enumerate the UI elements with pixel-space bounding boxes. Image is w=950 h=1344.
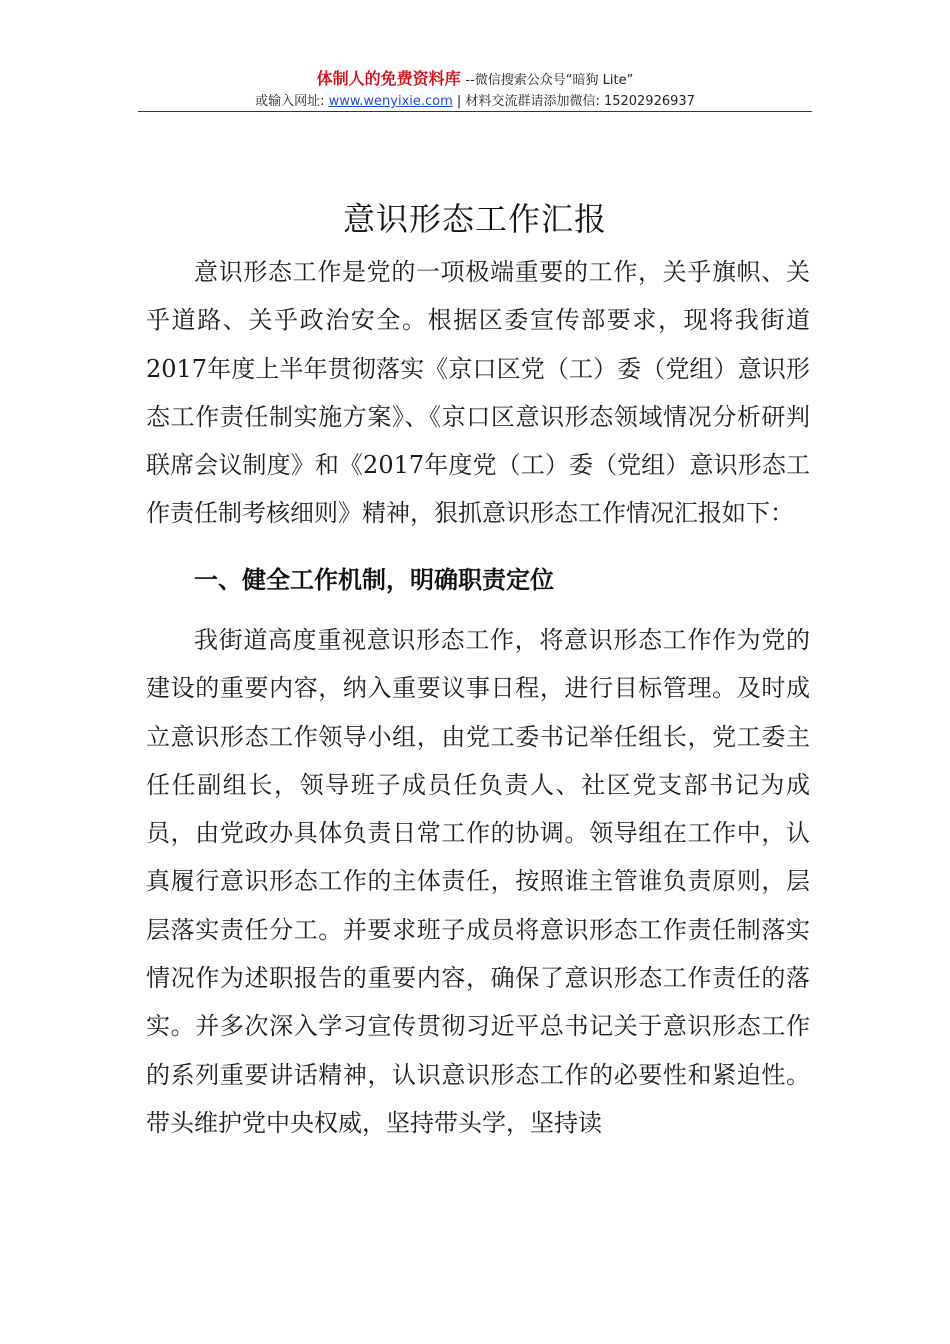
header-divider — [138, 111, 812, 112]
website-link[interactable]: www.wenyixie.com — [328, 94, 453, 109]
section-body-paragraph: 我街道高度重视意识形态工作，将意识形态工作作为党的建设的重要内容，纳入重要议事日程，进行目标管理。及时成立意识形态工作领导小组，由党工委书记举任组长，党工委主任任副组长，领导班子成员任负责人、社区党支部书记为成员，由党政办具体负责日常工作的协调。领导组在工作中，认真履行意识形态工作的主体责任，按照谁主管谁负责原则，层层落实责任分工。并要求班子成员将意识形态工作责任制落实情况作为述职报告的重要内容，确保了意识形态工作责任的落实。并多次深入学习宣传贯彻习近平总书记关于意识形态工作的系列重要讲话精神，认识意识形态工作的必要性和紧迫性。带头维护党中央权威，坚持带头学，坚持读 — [146, 626, 810, 1137]
intro-paragraph: 意识形态工作是党的一项极端重要的工作，关乎旗帜、关乎道路、关乎政治安全。根据区委宣传部要求，现将我街道2017年度上半年贯彻落实《京口区党（工）委（党组）意识形态工作责任制实施方案》、《京口区意识形态领域情况分析研判联席会议制度》和《2017年度党（工）委（党组）意识形态工作责任制考核细则》精神，狠抓意识形态工作情况汇报如下： — [146, 258, 810, 528]
section-heading: 一、健全工作机制，明确职责定位 — [194, 566, 554, 594]
brand-name: 体制人的免费资料库 — [316, 69, 461, 88]
header-contact-line — [138, 92, 812, 112]
url-prefix: 或输入网址: — [255, 94, 329, 109]
header-tagline: --微信搜索公众号“暗狗 Lite” — [465, 73, 634, 88]
document-title: 意识形态工作汇报 — [342, 200, 607, 238]
page-header — [138, 68, 812, 112]
header-promo-line — [138, 68, 812, 92]
contact-info: | 材料交流群请添加微信: 15202926937 — [452, 94, 695, 109]
